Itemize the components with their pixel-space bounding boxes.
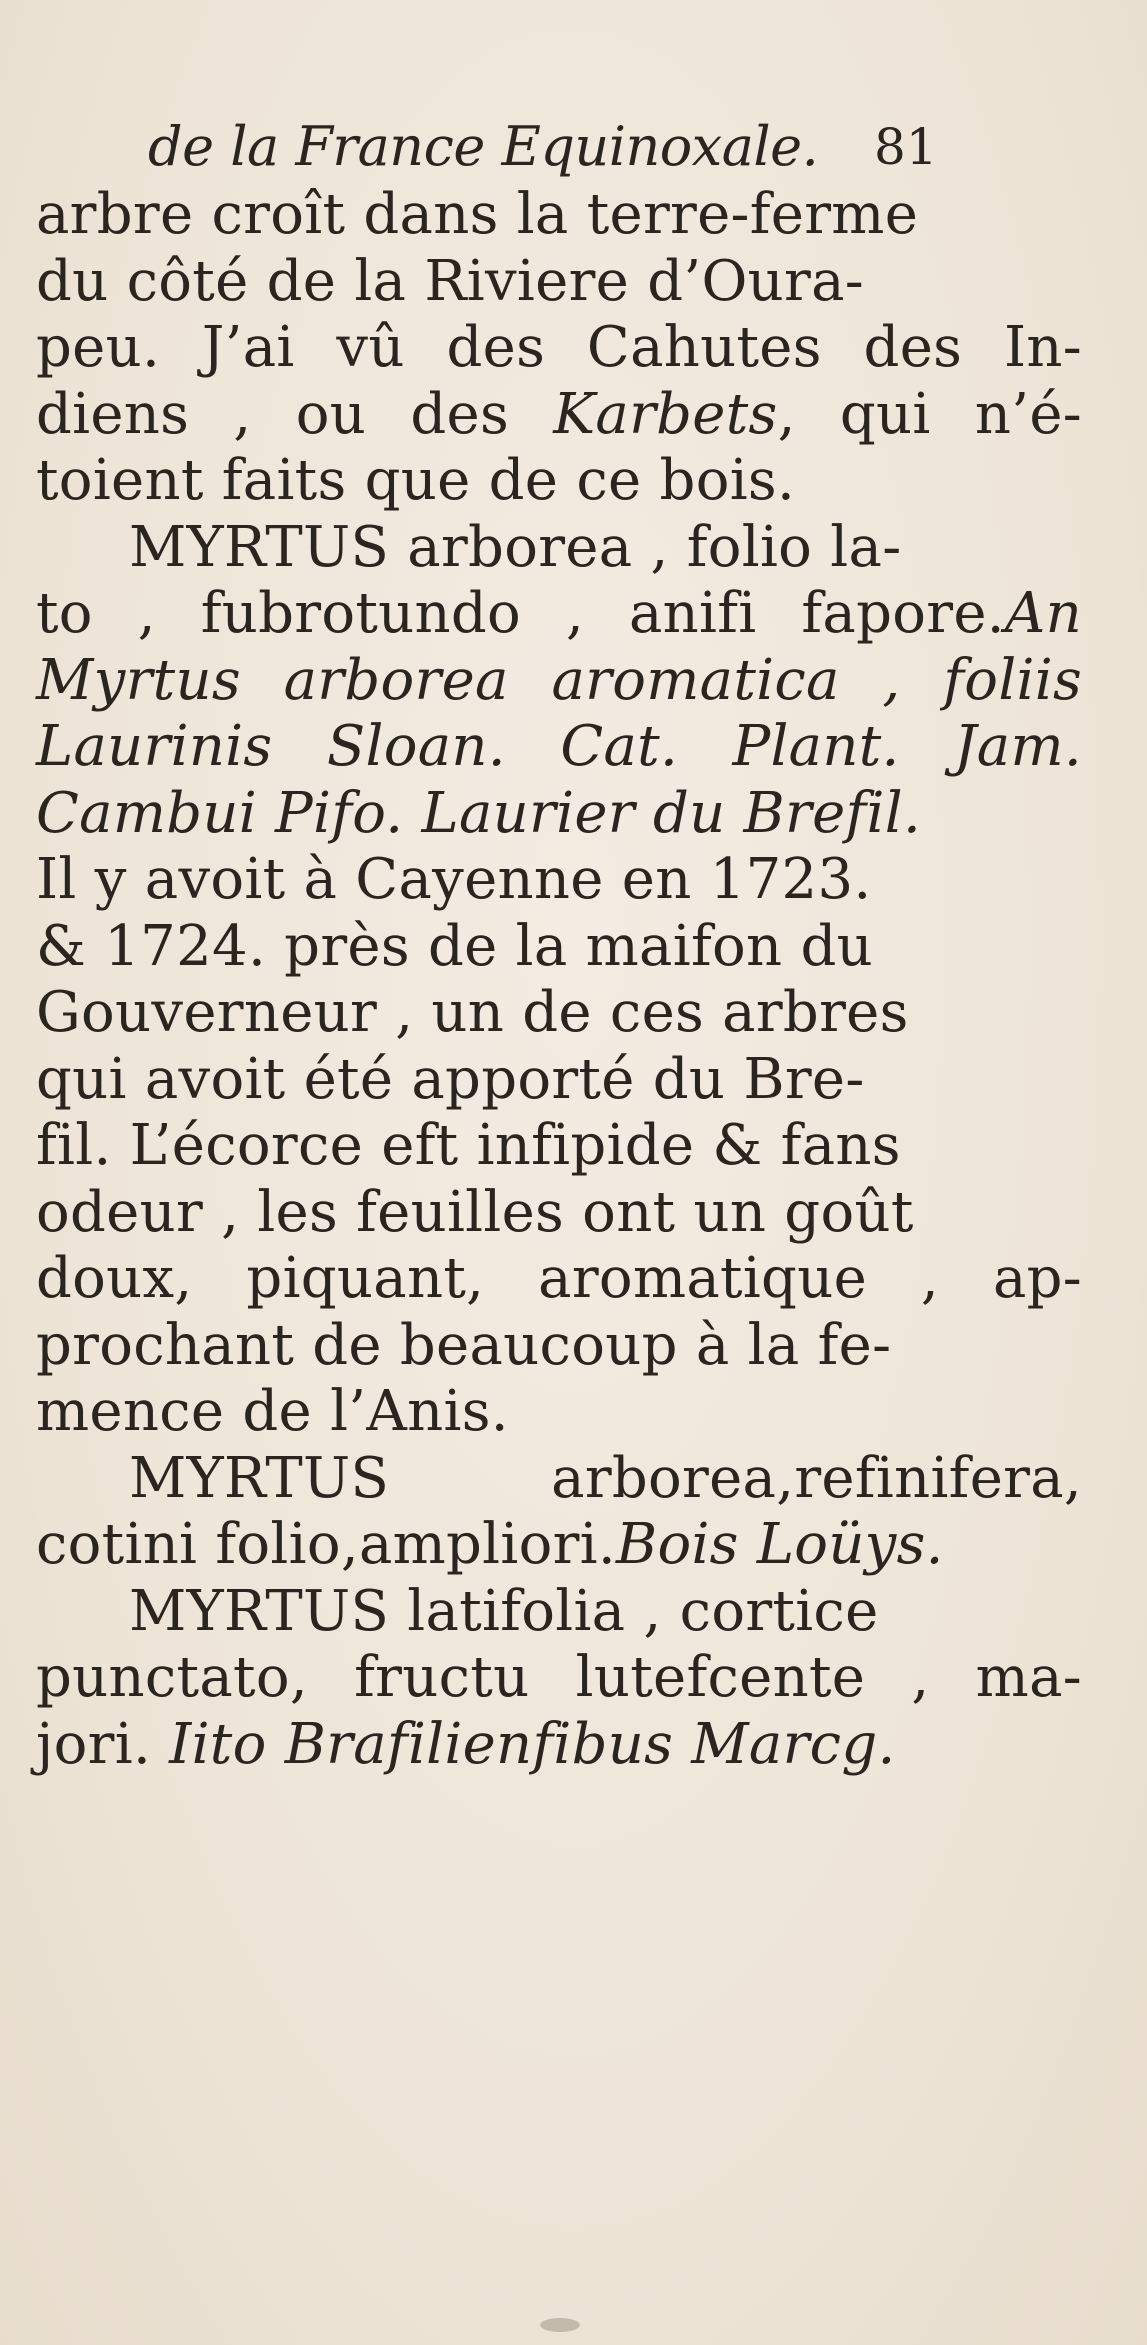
text-line [36,249,1096,316]
text-line [36,448,1096,515]
italic-run: Cambui Pifo. Laurier du Brefil. [36,780,922,846]
text-run: prochant de beaucoup à la fe- [36,1312,892,1378]
text-run: toient faits que de ce bois. [36,448,796,513]
ink-smudge [540,2318,580,2332]
text-line [36,1579,1096,1646]
text-line [36,1246,1096,1313]
text-run: fil. L’écorce eft infipide & fans [36,1113,901,1178]
text-run: qui avoit été apporté du Bre- [36,1046,865,1112]
text-line [36,1180,1096,1247]
text-run: diens , ou des [36,381,554,447]
text-line [36,648,1096,715]
text-line [36,1047,1096,1114]
text-run: mence de l’Anis. [36,1379,509,1444]
text-run: cotini folio,ampliori. [36,1512,616,1577]
text-run: arbre croît dans la terre-ferme [36,182,919,247]
italic-run: Iito Brafilienfibus Marcg. [169,1711,896,1777]
italic-run: Bois Loüys. [616,1512,944,1577]
text-line [36,382,1096,449]
text-line [36,1446,1096,1513]
running-title: de la France Equinoxale. [148,115,819,178]
text-run: & 1724. près de la maifon du [36,913,873,979]
text-line [36,1512,1096,1579]
text-line [36,1645,1096,1712]
italic-run: Laurinis Sloan. Cat. Plant. Jam. [36,714,1082,779]
text-line [36,781,1096,848]
text-line [36,1313,1096,1380]
text-line [36,581,1096,648]
text-run: , qui n’é- [777,381,1082,447]
text-run: Gouverneur , un de ces arbres [36,980,909,1045]
text-run: jori. [36,1711,170,1777]
text-line [36,1379,1096,1446]
text-line [36,714,1096,781]
text-line [36,182,1096,249]
text-line [36,914,1096,981]
page-number: 81 [874,118,938,176]
text-run: MYRTUS latifolia , cortice [129,1578,879,1644]
text-line [36,1712,1096,1779]
text-run: odeur , les feuilles ont un goût [36,1179,914,1245]
italic-run: An [1004,581,1082,646]
text-run: Il y avoit à Cayenne en 1723. [36,847,872,912]
text-run: punctato, fructu lutefcente , ma- [36,1645,1082,1710]
italic-run: Myrtus arborea aromatica , foliis [36,647,1082,713]
text-line [36,315,1096,382]
text-line [36,1113,1096,1180]
page-header [148,112,948,182]
text-run: MYRTUS arborea , folio la- [129,514,902,580]
text-line [36,515,1096,582]
text-run: du côté de la Riviere d’Oura- [36,248,865,314]
text-line [36,980,1096,1047]
text-run: MYRTUS arborea,refinifera, [129,1445,1082,1511]
body-text [36,182,1096,1778]
text-run: to , fubrotundo , anifi fapore. [36,581,1005,646]
text-run: doux, piquant, aromatique , ap- [36,1246,1082,1311]
italic-run: Karbets [553,381,778,447]
text-line [36,847,1096,914]
text-run: peu. J’ai vû des Cahutes des In- [36,315,1082,380]
